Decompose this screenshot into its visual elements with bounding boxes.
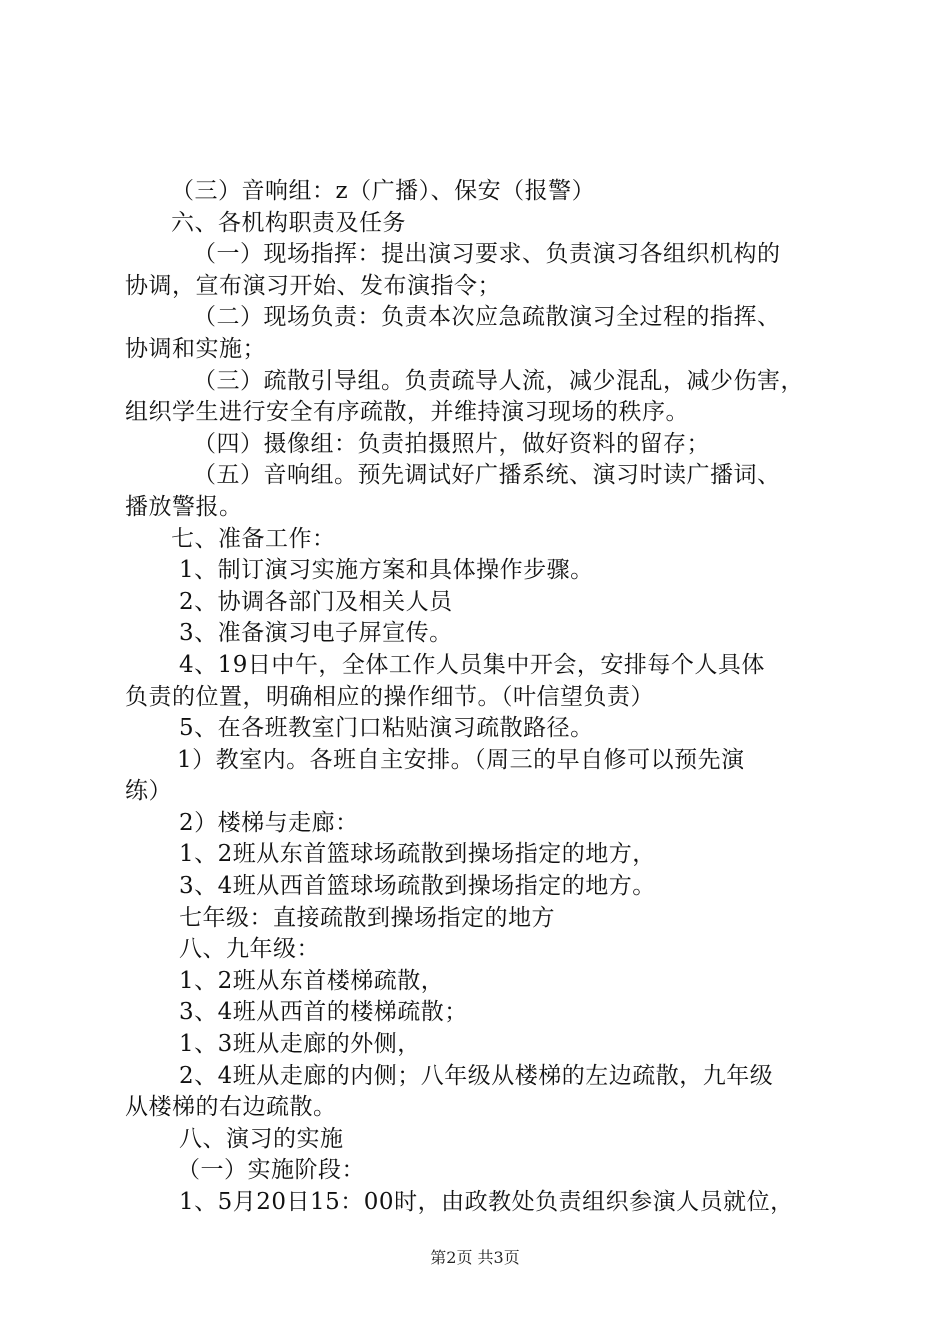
text-line: 3、准备演习电子屏宣传。 — [179, 620, 453, 647]
section-heading: 八、演习的实施 — [179, 1125, 344, 1152]
text-line: 从楼梯的右边疏散。 — [125, 1094, 337, 1121]
section-heading: 六、各机构职责及任务 — [171, 209, 406, 236]
page-number-label: 第2页 共3页 — [430, 1248, 520, 1267]
page-footer — [0, 1245, 950, 1268]
text-line: 2、协调各部门及相关人员 — [179, 588, 453, 615]
text-line: 1、制订演习实施方案和具体操作步骤。 — [179, 557, 594, 584]
text-line: （三）音响组：z（广播）、保安（报警） — [171, 178, 596, 204]
text-line: 播放警报。 — [125, 493, 243, 520]
text-line: 3、4班从西首的楼梯疏散； — [179, 999, 468, 1026]
text-line: （一）现场指挥：提出演习要求、负责演习各组织机构的 — [193, 241, 781, 268]
document-body — [125, 176, 845, 1219]
text-line: 协调和实施； — [125, 335, 266, 362]
text-line: 1、3班从走廊的外侧， — [179, 1031, 421, 1058]
text-line: 5、在各班教室门口粘贴演习疏散路径。 — [179, 715, 594, 742]
text-line: 八、九年级： — [179, 936, 320, 963]
text-line: 2、4班从走廊的内侧；八年级从楼梯的左边疏散，九年级 — [179, 1062, 774, 1089]
section-heading: 七、准备工作： — [171, 525, 336, 552]
text-line: 协调，宣布演习开始、发布演指令； — [125, 272, 501, 299]
text-line: （二）现场负责：负责本次应急疏散演习全过程的指挥、 — [193, 304, 781, 331]
text-line: 3、4班从西首篮球场疏散到操场指定的地方。 — [179, 873, 656, 900]
text-line: 1、2班从东首篮球场疏散到操场指定的地方， — [179, 841, 656, 868]
text-line: （五）音响组。预先调试好广播系统、演习时读广播词、 — [193, 462, 781, 489]
text-line: 2）楼梯与走廊： — [179, 809, 359, 836]
text-line: 七年级：直接疏散到操场指定的地方 — [179, 904, 555, 931]
text-line: 4、19日中午，全体工作人员集中开会，安排每个人具体 — [179, 651, 765, 678]
text-line: 1、2班从东首楼梯疏散， — [179, 967, 445, 994]
text-line: 组织学生进行安全有序疏散，并维持演习现场的秩序。 — [125, 399, 689, 426]
text-line: 1）教室内。各班自主安排。（周三的早自修可以预先演 — [177, 746, 745, 773]
text-line: 练） — [125, 778, 172, 805]
text-line: （三）疏散引导组。负责疏导人流，减少混乱，减少伤害， — [193, 367, 804, 394]
text-line: 1、5月20日15：00时，由政教处负责组织参演人员就位， — [179, 1189, 794, 1215]
text-line: 负责的位置，明确相应的操作细节。（叶信望负责） — [125, 683, 654, 710]
text-line: （一）实施阶段： — [177, 1157, 365, 1184]
text-line: （四）摄像组：负责拍摄照片，做好资料的留存； — [193, 430, 710, 457]
